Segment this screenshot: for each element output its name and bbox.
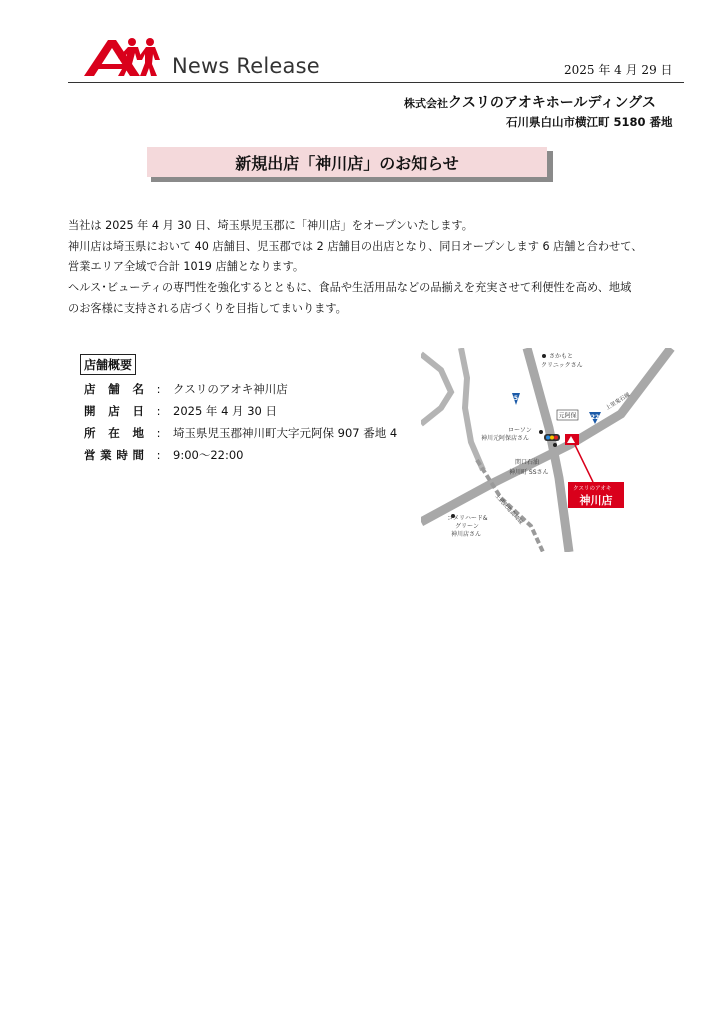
store-callout-brand: クスリのアオキ (573, 486, 612, 492)
body-line: のお客様に支持される店づくりを目指してまいります。 (68, 301, 347, 315)
komeri-label-line3: 神川店さん (451, 531, 482, 538)
colon: : (156, 382, 161, 396)
company-name-text: クスリのアオキホールディングス (448, 95, 656, 111)
store-name-row (84, 378, 397, 400)
lawson-marker (539, 430, 543, 434)
opening-date-row (84, 400, 397, 422)
intersection-label: 元阿保 (558, 412, 577, 420)
clinic-label-line1: さかもと (549, 353, 574, 360)
colon: : (156, 448, 161, 462)
business-hours-value: 9:00～22:00 (173, 448, 244, 462)
colon: : (156, 404, 161, 418)
company-address: 石川県白山市横江町 5180 番地 (506, 115, 673, 129)
location-label: 所 在 地 (84, 426, 144, 440)
location-value: 埼玉県児玉郡神川町大字元阿保 907 番地 4 (173, 426, 398, 440)
business-hours-row (84, 444, 397, 466)
komeri-label-line2: グリーン (455, 523, 479, 530)
komeri-label-line1: コメリハード& (447, 515, 488, 522)
header-divider (68, 82, 684, 83)
body-line: ヘルス･ビューティの専門性を強化するとともに、食品や生活用品などの品揃えを充実させて利便性を高め、地域 (68, 281, 632, 295)
colon: : (156, 426, 161, 440)
gas-station-label-line1: 関口石油 (515, 459, 540, 466)
release-date: 2025 年 4 月 29 日 (564, 63, 673, 77)
body-line: 神川店は埼玉県において 40 店舗目、児玉郡では 2 店舗目の出店となり、同日オープンします 6 店舗と合わせて、 (68, 239, 643, 253)
location-row (84, 422, 397, 444)
company-prefix: 株式会社 (404, 97, 448, 110)
opening-date-label: 開 店 日 (84, 404, 144, 418)
store-info-table (84, 378, 397, 466)
company-name (404, 92, 656, 112)
road-label-bottom: 上武鉄道高崎線 (493, 493, 524, 526)
body-line: 当社は 2025 年 4 月 30 日、埼玉県児玉郡に「神川店」をオープンいたします。 (68, 219, 473, 232)
route-22-number: 22 (590, 414, 600, 421)
road-label-right: 上里鬼石線 (604, 392, 632, 412)
store-overview-heading: 店舗概要 (80, 354, 136, 375)
page-title: 新規出店「神川店」のお知らせ (235, 153, 459, 173)
route-254-number: 254 (509, 395, 523, 402)
business-hours-label: 営 業 時 間 (84, 448, 144, 462)
body-line: 営業エリア全域で合計 1019 店舗となります。 (68, 260, 305, 274)
body-text (68, 216, 668, 320)
gas-station-marker (553, 443, 557, 447)
store-name-label: 店 舗 名 (84, 382, 144, 396)
title-box (147, 147, 547, 177)
store-name-value: クスリのアオキ神川店 (173, 382, 288, 396)
store-callout-name: 神川店 (579, 494, 613, 507)
clinic-label-line2: クリニックさん (541, 362, 583, 369)
lawson-label-line2: 神川元阿保店さん (481, 435, 530, 442)
clinic-marker (542, 354, 546, 358)
company-logo (82, 36, 162, 78)
news-release-label: News Release (172, 54, 320, 78)
lawson-label-line1: ローソン (508, 427, 532, 434)
gas-station-label-line2: 神川町 SSさん (509, 469, 549, 476)
opening-date-value: 2025 年 4 月 30 日 (173, 404, 277, 418)
store-location-map (421, 348, 683, 552)
